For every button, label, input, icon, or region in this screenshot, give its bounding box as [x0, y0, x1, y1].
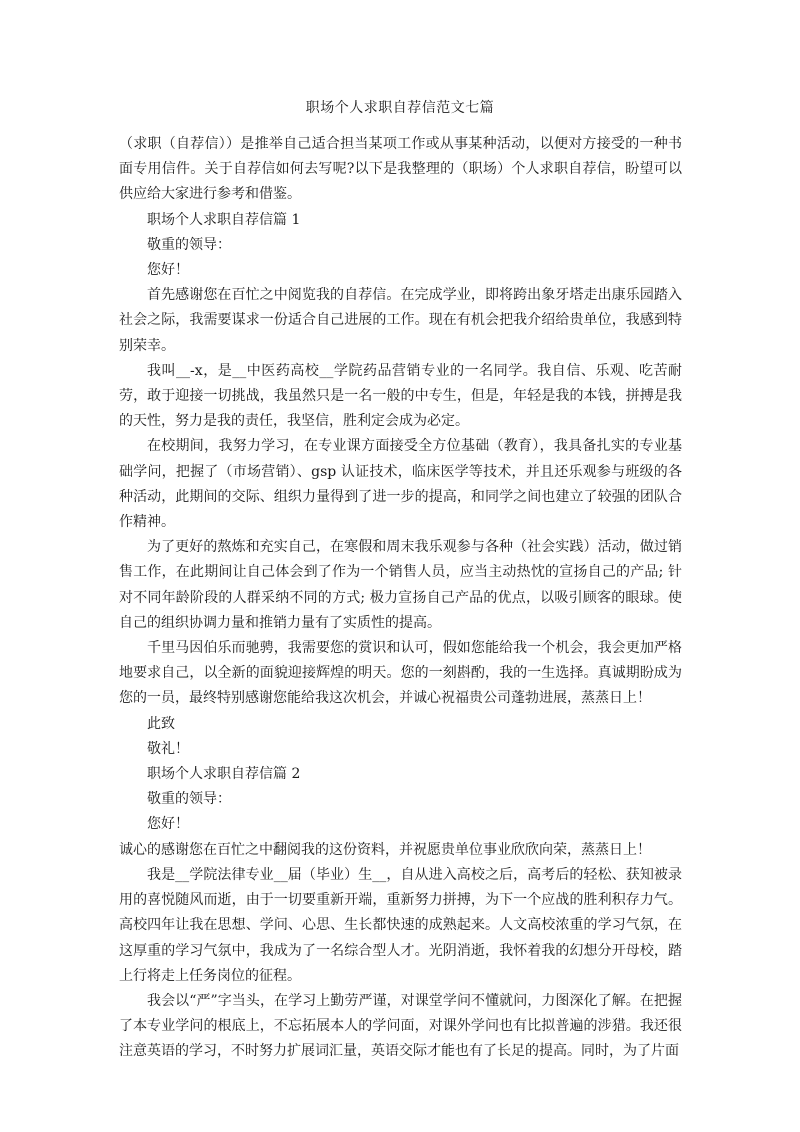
section-heading-2: 职场个人求职自荐信篇 2: [147, 766, 301, 783]
section-heading-1: 职场个人求职自荐信篇 1: [147, 211, 301, 228]
intro-paragraph: （求职（自荐信））是推举自己适合担当某项工作或从事某种活动，以便对方接受的一种书面专用信件。关于自荐信如何去写呢?以下是我整理的（职场）个人求职自荐信，盼望可以供应给大家进行参考和借鉴。: [119, 136, 682, 203]
body-paragraph: 诚心的感谢您在百忙之中翻阅我的这份资料，并祝愿贵单位事业欣欣向荣，蒸蒸日上！: [119, 841, 651, 858]
body-paragraph: 我叫__-x，是__中医药高校__学院药品营销专业的一名同学。我自信、乐观、吃苦耐劳，敢于迎接一切挑战，我虽然只是一名一般的中专生，但是，年轻是我的本钱，拼搏是我的天性，努力是我的责任，我坚信，胜利定会成为必定。: [119, 362, 682, 430]
greeting: 您好！: [147, 816, 189, 833]
body-paragraph: 在校期间，我努力学习，在专业课方面接受全方位基础（教育），我具备扎实的专业基础学问，把握了（市场营销）、gsp 认证技术，临床医学等技术，并且还乐观参与班级的各种活动，此期间的交际、组织力量得到了进一步的提高，和同学之间也建立了较强的团队合作精神。: [119, 438, 682, 531]
body-paragraph: 千里马因伯乐而驰骋，我需要您的赏识和认可，假如您能给我一个机会，我会更加严格地要求自己，以全新的面貌迎接辉煌的明天。您的一刻斟酌，我的一生选择。真诚期盼成为您的一员，最终特别感谢您能给我这次机会，并诚心祝福贵公司蓬勃进展，蒸蒸日上！: [119, 640, 682, 707]
body-paragraph: 为了更好的熬炼和充实自己，在寒假和周末我乐观参与各种（社会实践）活动，做过销售工作，在此期间让自己体会到了作为一个销售人员，应当主动热忱的宣扬自己的产品; 针对不同年龄阶段的人群采纳不同的方式; 极力宣扬自己产品的优点，以吸引顾客的眼球。使自己的组织协调力量和推销力量有了实质性的提高。: [119, 539, 682, 631]
salutation: 敬重的领导：: [147, 236, 231, 253]
body-paragraph: 我会以“严”字当头，在学习上勤劳严谨，对课堂学问不懂就问，力图深化了解。在把握了本专业学问的根底上，不忘拓展本人的学问面，对课外学问也有比拟普遍的涉猎。我还很注意英语的学习，不时努力扩展词汇量，英语交际才能也有了长足的提高。同时，为了片面: [119, 992, 682, 1060]
greeting: 您好！: [147, 262, 189, 279]
salutation: 敬重的领导：: [147, 791, 231, 808]
closing-line: 此致: [147, 715, 175, 732]
document-body: [119, 132, 682, 1065]
closing-line: 敬礼！: [147, 740, 189, 757]
body-paragraph: 我是__学院法律专业__届（毕业）生__，自从进入高校之后，高考后的轻松、获知被录用的喜悦随风而逝，由于一切要重新开端，重新努力拼搏，为下一个应战的胜利积存力气。高校四年让我在思想、学问、心思、生长都快速的成熟起来。人文高校浓重的学习气氛，在这厚重的学习气氛中，我成为了一名综合型人才。光阴消逝，我怀着我的幻想分开母校，踏上行将走上任务岗位的征程。: [119, 866, 682, 984]
body-paragraph: 首先感谢您在百忙之中阅览我的自荐信。在完成学业，即将跨出象牙塔走出康乐园踏入社会之际，我需要谋求一份适合自己进展的工作。现在有机会把我介绍给贵单位，我感到特别荣幸。: [119, 287, 682, 354]
document-title: 职场个人求职自荐信范文七篇: [305, 100, 495, 116]
